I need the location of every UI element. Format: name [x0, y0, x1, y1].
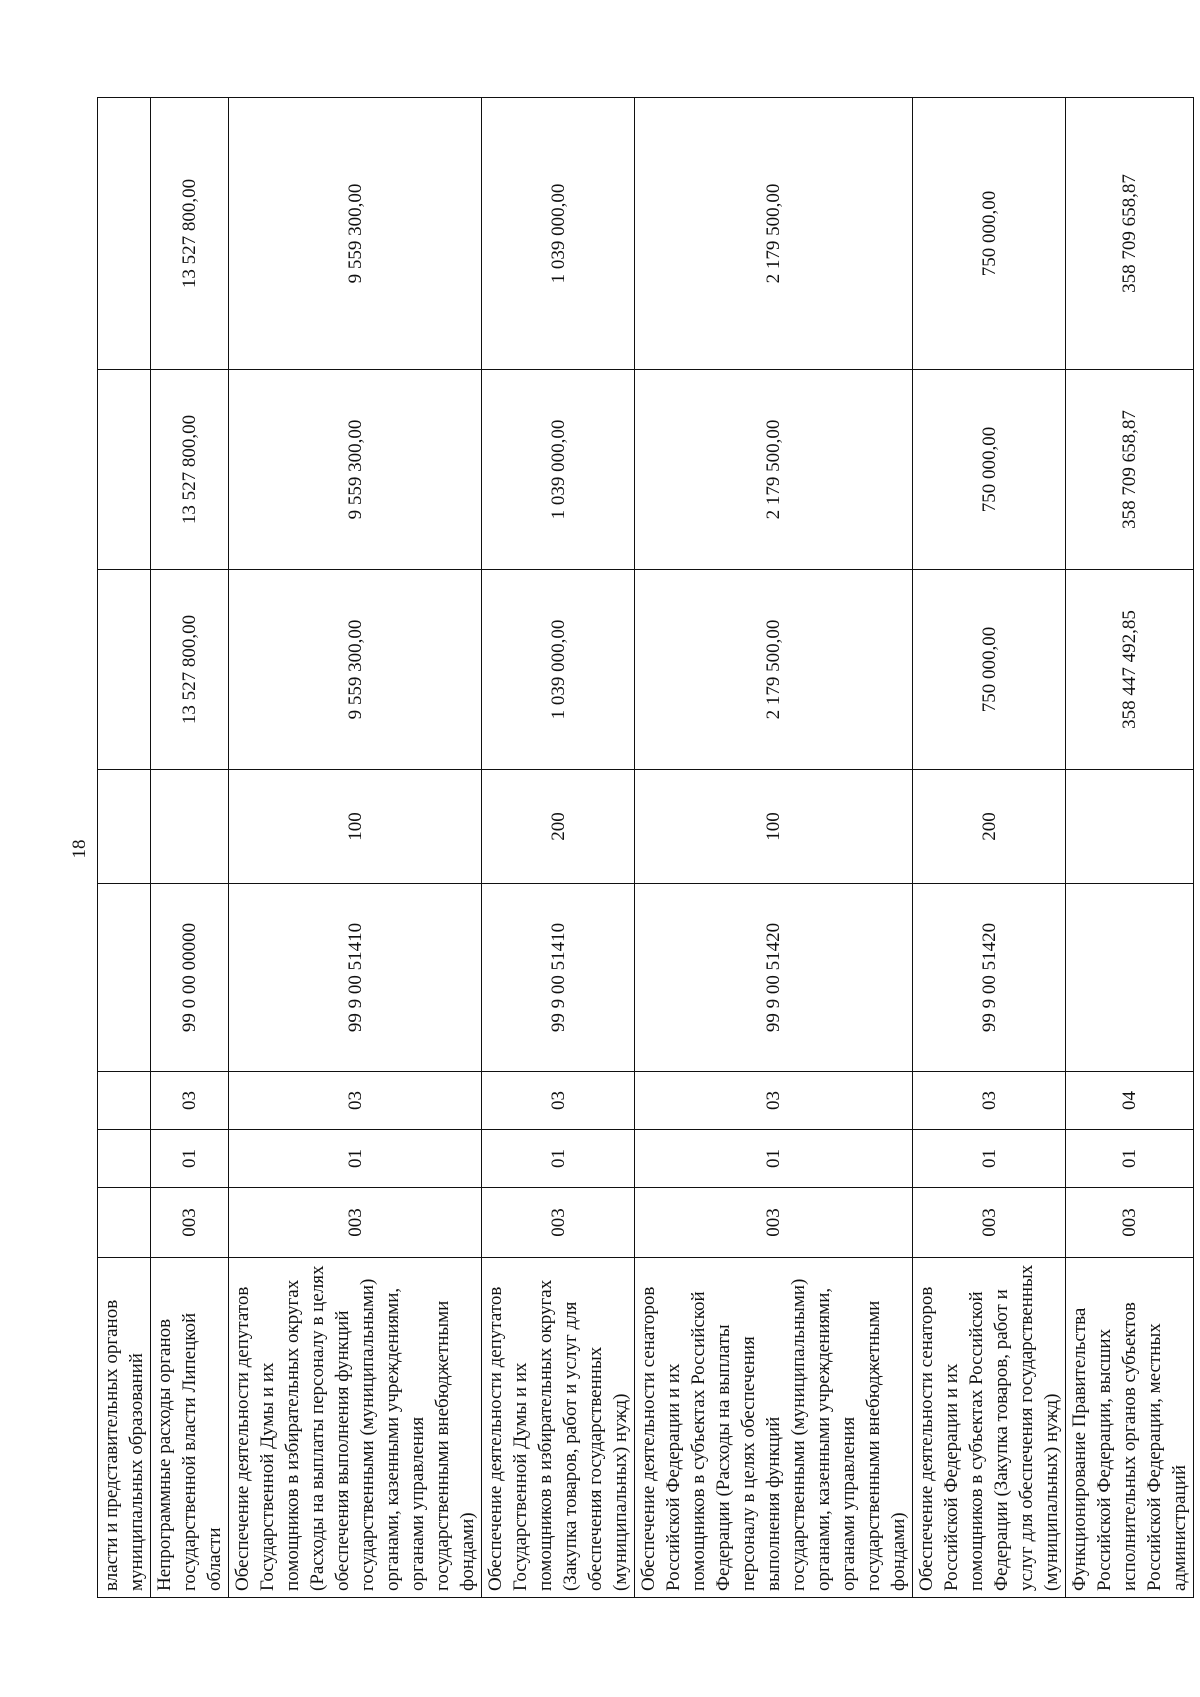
expense-type-code: [1066, 770, 1194, 884]
sum-revised: [98, 370, 151, 570]
subsection-code: 03: [635, 1072, 913, 1130]
row-name: Обеспечение деятельности сенаторов Российской Федерации и их помощников в субъектах Российской Федерации (Расходы на выплаты персоналу в целях обеспечения выполнения функций государственными (муниципальными) органами, казенными учреждениями, органами управления государственными внебюджетными фондами): [635, 1258, 913, 1598]
subsection-code: 03: [913, 1072, 1066, 1130]
sum-revised: 9 559 300,00: [229, 370, 482, 570]
subsection-code: 04: [1066, 1072, 1194, 1130]
ministry-code: 003: [635, 1188, 913, 1258]
expense-type-code: 200: [913, 770, 1066, 884]
subsection-code: 03: [151, 1072, 229, 1130]
sum-total: [98, 98, 151, 370]
section-code: 01: [1066, 1130, 1194, 1188]
table-row: [913, 98, 1066, 1598]
expense-type-code: 100: [229, 770, 482, 884]
section-code: 01: [482, 1130, 635, 1188]
sum-revised: 358 709 658,87: [1066, 370, 1194, 570]
ministry-code: 003: [229, 1188, 482, 1258]
table-row: [229, 98, 482, 1598]
sum-total: 1 039 000,00: [482, 98, 635, 370]
table-row: [98, 98, 151, 1598]
sum-revised: 750 000,00: [913, 370, 1066, 570]
sum-approved: 2 179 500,00: [635, 570, 913, 770]
sum-total: 750 000,00: [913, 98, 1066, 370]
section-code: 01: [913, 1130, 1066, 1188]
table-row: [635, 98, 913, 1598]
table-row: [1066, 98, 1194, 1598]
sum-total: 2 179 500,00: [635, 98, 913, 370]
target-code: 99 9 00 51410: [482, 884, 635, 1072]
section-code: 01: [151, 1130, 229, 1188]
expense-type-code: 200: [482, 770, 635, 884]
sum-approved: 13 527 800,00: [151, 570, 229, 770]
table-row: [151, 98, 229, 1598]
ministry-code: 003: [482, 1188, 635, 1258]
expense-type-code: [151, 770, 229, 884]
ministry-code: [98, 1188, 151, 1258]
row-name: Обеспечение деятельности депутатов Государственной Думы и их помощников в избирательных округах (Расходы на выплаты персоналу в целях обеспечения выполнения функций государственными (муниципальными) органами, казенными учреждениями, органами управления государственными внебюджетными фондами): [229, 1258, 482, 1598]
expense-type-code: [98, 770, 151, 884]
table-row: [482, 98, 635, 1598]
row-name: Непрограммные расходы органов государственной власти Липецкой области: [151, 1258, 229, 1598]
sum-approved: 358 447 492,85: [1066, 570, 1194, 770]
expense-type-code: 100: [635, 770, 913, 884]
row-name: власти и представительных органов муниципальных образований: [98, 1258, 151, 1598]
ministry-code: 003: [151, 1188, 229, 1258]
sum-total: 358 709 658,87: [1066, 98, 1194, 370]
sum-revised: 1 039 000,00: [482, 370, 635, 570]
row-name: Функционирование Правительства Российской Федерации, высших исполнительных органов субъектов Российской Федерации, местных администраций: [1066, 1258, 1194, 1598]
row-name: Обеспечение деятельности сенаторов Российской Федерации и их помощников в субъектах Российской Федерации (Закупка товаров, работ и услуг для обеспечения государственных (муниципальных) нужд): [913, 1258, 1066, 1598]
target-code: [1066, 884, 1194, 1072]
ministry-code: 003: [913, 1188, 1066, 1258]
target-code: 99 9 00 51420: [913, 884, 1066, 1072]
sum-total: 9 559 300,00: [229, 98, 482, 370]
target-code: 99 9 00 51420: [635, 884, 913, 1072]
subsection-code: 03: [482, 1072, 635, 1130]
sum-approved: 9 559 300,00: [229, 570, 482, 770]
sum-revised: 13 527 800,00: [151, 370, 229, 570]
sum-approved: 1 039 000,00: [482, 570, 635, 770]
budget-table-rotated: [97, 98, 1190, 1598]
subsection-code: [98, 1072, 151, 1130]
target-code: 99 0 00 00000: [151, 884, 229, 1072]
sum-approved: 750 000,00: [913, 570, 1066, 770]
sum-total: 13 527 800,00: [151, 98, 229, 370]
budget-table: [97, 97, 1194, 1598]
ministry-code: 003: [1066, 1188, 1194, 1258]
section-code: [98, 1130, 151, 1188]
row-name: Обеспечение деятельности депутатов Государственной Думы и их помощников в избирательных округах (Закупка товаров, работ и услуг для обеспечения государственных (муниципальных) нужд): [482, 1258, 635, 1598]
target-code: 99 9 00 51410: [229, 884, 482, 1072]
section-code: 01: [229, 1130, 482, 1188]
section-code: 01: [635, 1130, 913, 1188]
target-code: [98, 884, 151, 1072]
sum-approved: [98, 570, 151, 770]
subsection-code: 03: [229, 1072, 482, 1130]
sum-revised: 2 179 500,00: [635, 370, 913, 570]
page-number: 18: [69, 839, 90, 859]
